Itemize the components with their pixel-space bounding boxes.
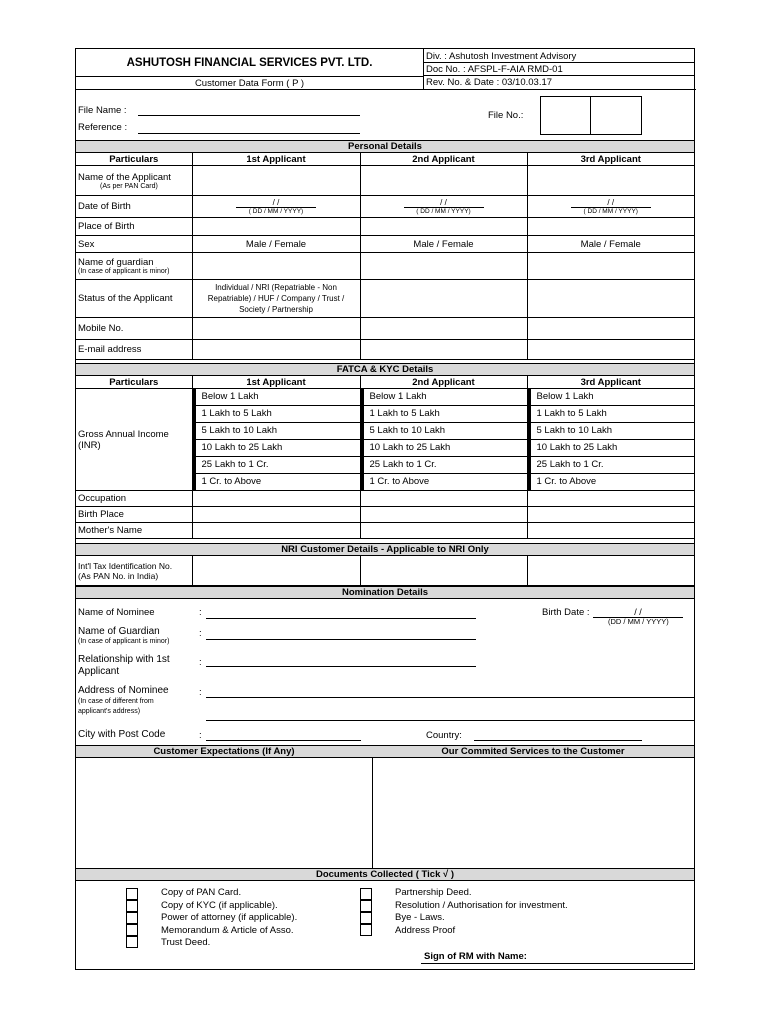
form-header (76, 49, 696, 90)
table-row (76, 253, 694, 280)
nominee-guardian-field[interactable] (206, 639, 476, 640)
committed-services-field[interactable] (372, 757, 695, 869)
table-row (76, 280, 694, 318)
occupation-1st-field[interactable] (192, 491, 360, 507)
table-row (76, 218, 694, 236)
guardian-2nd-field[interactable] (360, 253, 527, 280)
file-name-field[interactable] (138, 115, 360, 116)
income-option[interactable]: 1 Cr. to Above (193, 474, 360, 490)
table-header-row (76, 376, 694, 389)
relationship-field[interactable] (206, 666, 476, 667)
documents-collected-title: Documents Collected ( Tick √ ) (76, 868, 694, 881)
doc-list-left (161, 887, 297, 950)
nominee-guardian-label: Name of Guardian (78, 626, 160, 637)
form-name: Customer Data Form ( P ) (76, 76, 423, 89)
colon: : (199, 628, 202, 639)
name-label-text: Name of the Applicant (78, 171, 171, 183)
mother-name-label: Mother's Name (76, 523, 192, 539)
nominee-label: Name of Nominee (78, 607, 155, 618)
divider (423, 62, 695, 63)
table-row (76, 318, 694, 340)
nri-details-table (76, 555, 694, 586)
col-particulars: Particulars (76, 376, 192, 389)
place-1st-field[interactable] (192, 218, 360, 236)
colon: : (199, 730, 202, 741)
doc-checkbox-bylaws[interactable] (360, 912, 372, 924)
guardian-sub-text: (In case of applicant is minor) (78, 268, 170, 275)
fatca-kyc-title: FATCA & KYC Details (76, 363, 694, 376)
income-label: Gross Annual Income (INR) (76, 389, 192, 491)
reference-field[interactable] (138, 133, 360, 134)
doc-item: Resolution / Authorisation for investment. (395, 899, 568, 911)
col-1st-applicant: 1st Applicant (192, 153, 360, 166)
relationship-label: Relationship with 1st Applicant (78, 654, 170, 677)
income-option[interactable]: 1 Cr. to Above (528, 474, 695, 490)
dob-slashes: / / (571, 199, 651, 208)
dob-slashes: / / (404, 199, 484, 208)
birth-date-label: Birth Date : (542, 607, 590, 618)
sex-2nd-option[interactable]: Male / Female (360, 236, 527, 253)
occupation-2nd-field[interactable] (360, 491, 527, 507)
income-option[interactable]: 10 Lakh to 25 Lakh (528, 440, 695, 457)
dob-format: ( DD / MM / YYYY) (416, 207, 471, 215)
birth-place-3rd-field[interactable] (527, 507, 694, 523)
mother-2nd-field[interactable] (360, 523, 527, 539)
sex-1st-option[interactable]: Male / Female (192, 236, 360, 253)
dob-3rd-field[interactable] (527, 196, 694, 218)
city-field[interactable] (206, 740, 361, 741)
tax-id-sub: (As PAN No. in India) (78, 570, 159, 581)
table-row (76, 556, 694, 586)
income-1st-options[interactable] (192, 389, 360, 491)
dob-format: ( DD / MM / YYYY) (248, 207, 304, 215)
mobile-label: Mobile No. (76, 318, 192, 340)
divider (423, 75, 695, 76)
table-row (76, 166, 694, 196)
col-3rd-applicant: 3rd Applicant (527, 376, 694, 389)
nominee-guardian-sub: (In case of applicant is minor) (78, 638, 170, 645)
sex-label: Sex (76, 236, 192, 253)
col-particulars: Particulars (76, 153, 192, 166)
file-no-box-2[interactable] (590, 96, 642, 135)
tax-id-label (76, 556, 192, 586)
colon: : (199, 687, 202, 698)
doc-item: Partnership Deed. (395, 887, 472, 898)
tax-id-text: Int'l Tax Identification No. (78, 560, 173, 571)
income-option[interactable]: 1 Lakh to 5 Lakh (193, 406, 360, 423)
personal-details-title: Personal Details (76, 140, 694, 153)
reference-label: Reference : (78, 122, 128, 133)
income-option[interactable]: 10 Lakh to 25 Lakh (193, 440, 360, 457)
division: Div. : Ashutosh Investment Advisory (426, 51, 577, 62)
committed-services-title: Our Commited Services to the Customer (441, 746, 625, 757)
col-2nd-applicant: 2nd Applicant (360, 376, 527, 389)
nomination-details-title: Nomination Details (76, 586, 694, 599)
doc-item: Power of attorney (if applicable). (161, 912, 298, 923)
col-1st-applicant: 1st Applicant (192, 376, 360, 389)
table-row (76, 389, 694, 491)
doc-checkbox-kyc[interactable] (126, 900, 138, 912)
status-label: Status of the Applicant (76, 280, 192, 318)
doc-item: Address Proof (395, 924, 456, 936)
income-option[interactable]: 1 Lakh to 5 Lakh (528, 406, 695, 423)
company-name: ASHUTOSH FINANCIAL SERVICES PVT. LTD. (126, 57, 373, 69)
nominee-field[interactable] (206, 618, 476, 619)
guardian-1st-field[interactable] (192, 253, 360, 280)
dob-label: Date of Birth (76, 196, 192, 218)
mobile-3rd-field[interactable] (527, 318, 694, 340)
income-option[interactable]: 25 Lakh to 1 Cr. (361, 457, 527, 474)
customer-data-form (75, 48, 695, 970)
doc-list-right (395, 887, 568, 937)
doc-item: Trust Deed. (161, 937, 211, 948)
tax-id-1st-field[interactable] (192, 556, 360, 586)
income-option[interactable]: 25 Lakh to 1 Cr. (528, 457, 695, 474)
income-option[interactable]: Below 1 Lakh (528, 389, 695, 406)
table-row (76, 340, 694, 360)
address-field-line-2[interactable] (206, 720, 694, 721)
header-left (76, 49, 424, 89)
city-label: City with Post Code (78, 729, 166, 740)
income-option[interactable]: 5 Lakh to 10 Lakh (361, 423, 527, 440)
tax-id-3rd-field[interactable] (527, 556, 694, 586)
email-3rd-field[interactable] (527, 340, 694, 360)
col-3rd-applicant: 3rd Applicant (527, 153, 694, 166)
income-option[interactable]: 1 Cr. to Above (361, 474, 527, 490)
name-2nd-field[interactable] (360, 166, 527, 196)
income-option[interactable]: 25 Lakh to 1 Cr. (193, 457, 360, 474)
birth-date-field[interactable]: / / (593, 608, 683, 618)
doc-item: Memorandum & Article of Asso. (161, 924, 294, 936)
status-3rd-field[interactable] (527, 280, 694, 318)
table-row (76, 507, 694, 523)
rm-sign-label: Sign of RM with Name: (424, 951, 527, 962)
occupation-label: Occupation (76, 491, 192, 507)
doc-item: Copy of KYC (if applicable). (161, 899, 278, 911)
doc-checkbox-pan[interactable] (126, 888, 138, 900)
doc-checkbox-poa[interactable] (126, 912, 138, 924)
email-2nd-field[interactable] (360, 340, 527, 360)
mother-3rd-field[interactable] (527, 523, 694, 539)
birth-place-2nd-field[interactable] (360, 507, 527, 523)
dob-1st-field[interactable] (192, 196, 360, 218)
name-1st-field[interactable] (192, 166, 360, 196)
doc-checkbox-address[interactable] (360, 924, 372, 936)
doc-checkbox-resolution[interactable] (360, 900, 372, 912)
customer-expectations-field[interactable] (75, 757, 373, 869)
file-no-label: File No.: (488, 110, 524, 121)
table-row (76, 196, 694, 218)
table-row (76, 491, 694, 507)
name-label (76, 166, 192, 196)
address-field-line-1[interactable] (206, 697, 694, 698)
col-2nd-applicant: 2nd Applicant (360, 153, 527, 166)
tax-id-2nd-field[interactable] (360, 556, 527, 586)
income-option[interactable]: 5 Lakh to 10 Lakh (528, 423, 695, 440)
income-option[interactable]: 5 Lakh to 10 Lakh (193, 423, 360, 440)
income-2nd-options[interactable] (360, 389, 527, 491)
table-row (76, 523, 694, 539)
sex-3rd-option[interactable]: Male / Female (527, 236, 694, 253)
address-sub: (In case of different from applicant's address) (78, 698, 154, 715)
revision: Rev. No. & Date : 03/10.03.17 (426, 77, 553, 88)
guardian-3rd-field[interactable] (527, 253, 694, 280)
status-2nd-field[interactable] (360, 280, 527, 318)
occupation-3rd-field[interactable] (527, 491, 694, 507)
place-2nd-field[interactable] (360, 218, 527, 236)
country-label: Country: (426, 730, 462, 741)
birth-place-label: Birth Place (76, 507, 192, 523)
dob-slashes: / / (236, 199, 316, 208)
doc-number: Doc No. : AFSPL-F-AIA RMD-01 (426, 64, 563, 75)
doc-item: Bye - Laws. (395, 912, 445, 923)
status-1st-options[interactable]: Individual / NRI (Repatriable - Non Repatriable) / HUF / Company / Trust / Society / Partnership (192, 280, 360, 318)
income-option[interactable]: 10 Lakh to 25 Lakh (361, 440, 527, 457)
colon: : (199, 607, 202, 618)
place-3rd-field[interactable] (527, 218, 694, 236)
personal-details-table (76, 152, 694, 360)
name-3rd-field[interactable] (527, 166, 694, 196)
mobile-2nd-field[interactable] (360, 318, 527, 340)
email-label: E-mail address (76, 340, 192, 360)
dob-2nd-field[interactable] (360, 196, 527, 218)
doc-checkbox-trust[interactable] (126, 936, 138, 948)
country-field[interactable] (474, 740, 642, 741)
place-label: Place of Birth (76, 218, 192, 236)
mother-1st-field[interactable] (192, 523, 360, 539)
file-no-box-1[interactable] (540, 96, 591, 135)
customer-expectations-title: Customer Expectations (If Any) (153, 746, 295, 757)
income-option[interactable]: 1 Lakh to 5 Lakh (361, 406, 527, 423)
guardian-label-text: Name of guardian (78, 257, 154, 268)
guardian-label (76, 253, 192, 280)
table-row (76, 236, 694, 253)
dob-format: ( DD / MM / YYYY) (583, 207, 638, 215)
colon: : (199, 657, 202, 668)
address-label: Address of Nominee (78, 685, 169, 696)
file-name-label: File Name : (78, 105, 127, 116)
income-3rd-options[interactable] (527, 389, 694, 491)
birth-place-1st-field[interactable] (192, 507, 360, 523)
income-option[interactable]: Below 1 Lakh (361, 389, 527, 406)
doc-checkbox-partnership[interactable] (360, 888, 372, 900)
mobile-1st-field[interactable] (192, 318, 360, 340)
fatca-kyc-table (76, 375, 694, 539)
income-option[interactable]: Below 1 Lakh (193, 389, 360, 406)
birth-date-format: (DD / MM / YYYY) (608, 617, 669, 626)
doc-item: Copy of PAN Card. (161, 887, 242, 898)
table-header-row (76, 153, 694, 166)
nri-details-title: NRI Customer Details - Applicable to NRI Only (76, 543, 694, 556)
name-sub-text: (As per PAN Card) (100, 182, 158, 190)
rm-sign-field[interactable] (421, 963, 693, 964)
email-1st-field[interactable] (192, 340, 360, 360)
doc-checkbox-moa[interactable] (126, 924, 138, 936)
